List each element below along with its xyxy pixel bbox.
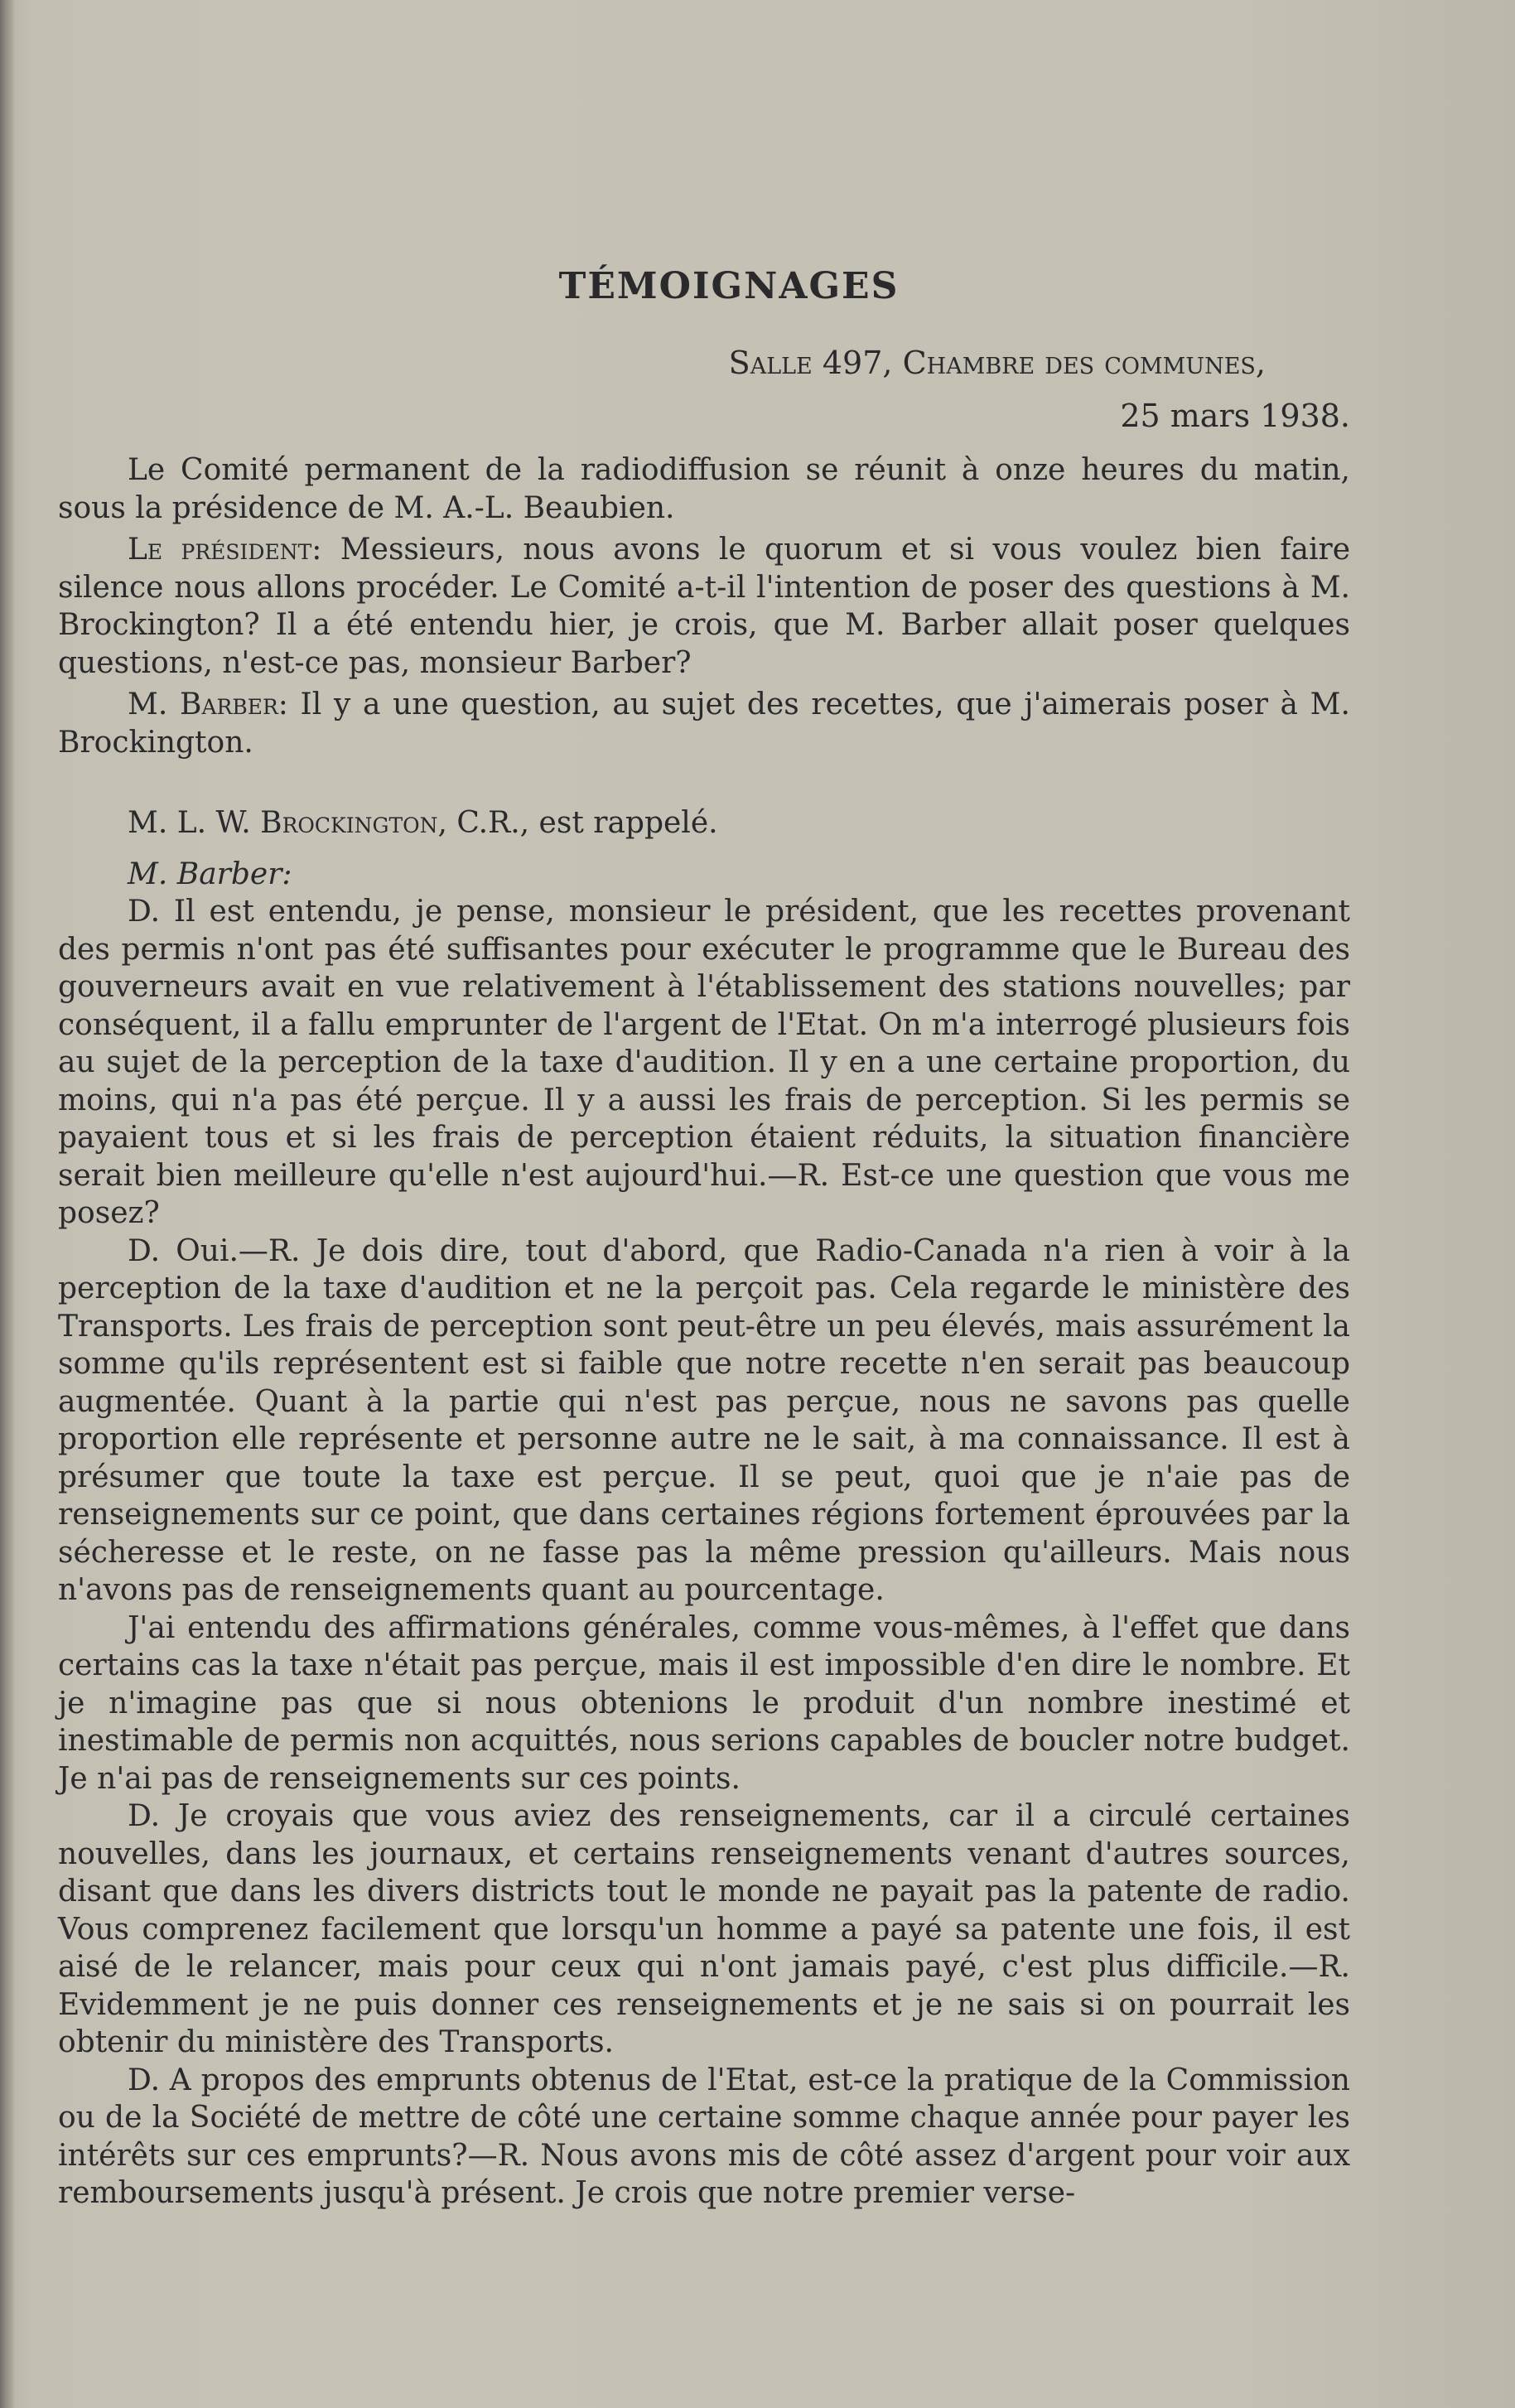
barber-remarks: : Il y a une question, au sujet des recettes, que j'aimerais poser à M. Brockington. bbox=[58, 688, 1350, 760]
session-date: 25 mars 1938. bbox=[1120, 398, 1350, 434]
witness-suffix: , C.R., est rappelé. bbox=[437, 806, 718, 840]
witness-name: Brockington bbox=[260, 806, 438, 840]
page-title: TÉMOIGNAGES bbox=[558, 265, 900, 307]
paragraph-president bbox=[58, 531, 1350, 682]
book-spine bbox=[0, 0, 15, 2408]
witness-prefix: M. L. W. bbox=[128, 806, 251, 840]
speaker-president: Le président bbox=[128, 533, 312, 567]
witness-recalled bbox=[58, 804, 1350, 842]
paragraph-opening: Le Comité permanent de la radiodiffusion se réunit à onze heures du matin, sous la présidence de M. A.-L. Beaubien. bbox=[58, 453, 1350, 525]
president-remarks: : Messieurs, nous avons le quorum et si vous voulez bien faire silence nous allons procéder. Le Comité a-t-il l'intention de poser des questions à M. Brockington? Il a été entendu hier, je crois, que M. Barber allait poser quelques questions, n'est-ce pas, monsieur Barber? bbox=[58, 533, 1351, 680]
paragraph-question-3: D. A propos des emprunts obtenus de l'Etat, est-ce la pratique de la Commission ou de la Société de mettre de côté une certaine somme chaque année pour payer les intérêts sur ces emprunts?—R. Nous avons mis de côté assez d'argent pour voir aux remboursements jusqu'à présent. Je crois que notre premier verse- bbox=[58, 2063, 1350, 2210]
paragraph-question-1: D. Il est entendu, je pense, monsieur le président, que les recettes provenant des permis n'ont pas été suffisantes pour exécuter le programme que le Bureau des gouverneurs avait en vue relativement à l'établissement des stations nouvelles; par conséquent, il a fallu emprunter de l'argent de l'Etat. On m'a interrogé plusieurs fois au sujet de la perception de la taxe d'audition. Il y en a une certaine proportion, du moins, qui n'a pas été perçue. Il y a aussi les frais de perception. Si les permis se payaient tous et si les frais de perception étaient réduits, la situation financière serait bien meilleure qu'elle n'est aujourd'hui.—R. Est-ce une question que vous me posez? bbox=[58, 895, 1350, 1230]
questioner-label: M. Barber: bbox=[128, 857, 292, 891]
session-location bbox=[58, 340, 1266, 385]
speaker-barber: Barber bbox=[179, 688, 278, 721]
location-place: Chambre des communes, bbox=[902, 345, 1266, 381]
paragraph-question-2: D. Je croyais que vous aviez des renseignements, car il a circulé certaines nouvelles, dans les journaux, et certains renseignements venant d'autres sources, disant que dans les divers districts tout le monde ne payait pas la patente de radio. Vous comprenez facilement que lorsqu'un homme a payé sa patente une fois, il est aisé de le relancer, mais pour ceux qui n'ont jamais payé, c'est plus difficile.—R. Evidemment je ne puis donner ces renseignements et je ne sais si on pourrait les obtenir du ministère des Transports. bbox=[58, 1799, 1350, 2059]
speaker-prefix: M. bbox=[128, 688, 168, 721]
paragraph-answer-1: D. Oui.—R. Je dois dire, tout d'abord, que Radio-Canada n'a rien à voir à la perception de la taxe d'audition et ne la perçoit pas. Cela regarde le ministère des Transports. Les frais de perception sont peut-être un peu élevés, mais assurément la somme qu'ils représentent est si faible que notre recette n'en serait pas beaucoup augmentée. Quant à la partie qui n'est pas perçue, nous ne savons pas quelle proportion elle représente et personne autre ne le sait, à ma connaissance. Il est à présumer que toute la taxe est perçue. Il se peut, quoi que je n'aie pas de renseignements sur ce point, que dans certaines régions fortement éprouvées par la sécheresse et le reste, on ne fasse pas la même pression qu'ailleurs. Mais nous n'avons pas de renseignements quant au pourcentage. bbox=[58, 1233, 1350, 1607]
document-body bbox=[58, 265, 1350, 2213]
location-room: Salle bbox=[728, 345, 813, 381]
paragraph-barber bbox=[58, 686, 1350, 761]
paragraph-answer-2: J'ai entendu des affirmations générales, comme vous-mêmes, à l'effet que dans certains cas la taxe n'était pas perçue, mais il est impossible d'en dire le nombre. Et je n'imagine pas que si nous obtenions le produit d'un nombre inestimé et inestimable de permis non acquittés, nous serions capables de boucler notre budget. Je n'ai pas de renseignements sur ces points. bbox=[58, 1610, 1350, 1796]
location-number: 497, bbox=[822, 345, 893, 381]
